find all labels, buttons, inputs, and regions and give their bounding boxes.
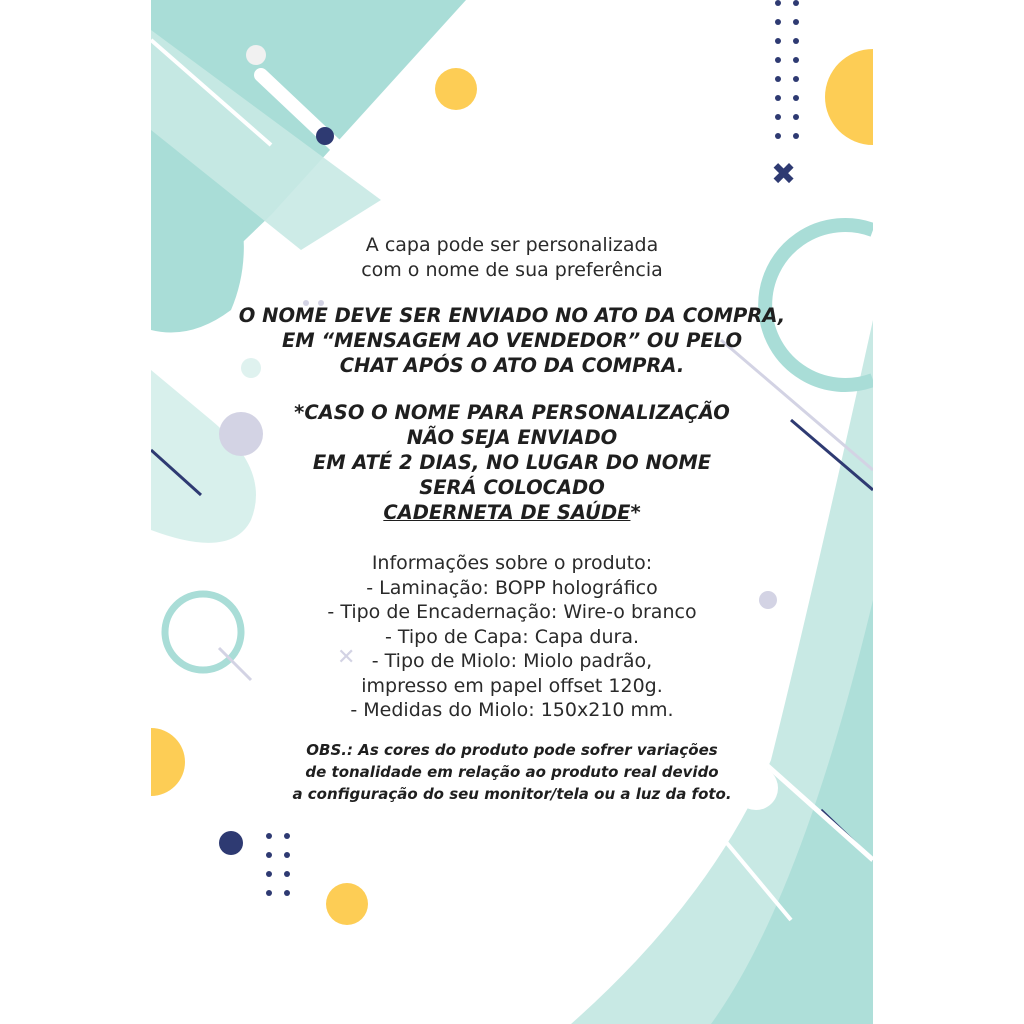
product-info-item: - Medidas do Miolo: 150x210 mm. [350, 699, 674, 721]
intro-block [151, 233, 873, 283]
warning-block [151, 303, 873, 378]
navy-dot-grid-bottom-left [266, 833, 290, 896]
product-info-item: impresso em papel offset 120g. [361, 674, 663, 697]
notice-line-3: EM ATÉ 2 DIAS, NO LUGAR DO NOME [312, 451, 712, 474]
text-content [151, 233, 873, 805]
warning-line-1: O NOME DEVE SER ENVIADO NO ATO DA COMPRA, [238, 304, 786, 327]
obs-line-1: OBS.: As cores do produto pode sofrer variações [306, 740, 718, 759]
notice-line-2: NÃO SEJA ENVIADO [406, 426, 618, 449]
obs-line-2: de tonalidade em relação ao produto real devido [305, 762, 719, 781]
product-info-card [151, 0, 873, 1024]
warning-line-3: CHAT APÓS O ATO DA COMPRA. [339, 354, 685, 377]
product-info-item: - Tipo de Encadernação: Wire-o branco [327, 601, 697, 623]
navy-dot-grid-top-right [775, 0, 799, 139]
intro-line-1: A capa pode ser personalizada [365, 234, 659, 256]
product-info-heading: Informações sobre o produto: [371, 552, 653, 574]
yellow-half-circle-top-right [825, 49, 873, 145]
product-info-item: - Laminação: BOPP holográfico [366, 576, 658, 599]
navy-dot-top [316, 127, 334, 145]
yellow-circle-bottom [326, 883, 368, 925]
warning-line-2: EM “MENSAGEM AO VENDEDOR” OU PELO [281, 329, 743, 352]
lavender-cross: ✕ [337, 645, 356, 670]
intro-line-2: com o nome de sua preferência [361, 259, 663, 281]
navy-dot-bottom [219, 831, 243, 855]
product-info-item: - Tipo de Miolo: Miolo padrão, [371, 650, 653, 672]
notice-line-5 [151, 500, 873, 525]
navy-cross-top-right: ✖ [771, 157, 797, 192]
obs-line-3: a configuração do seu monitor/tela ou a luz da foto. [292, 784, 732, 803]
product-info-item: - Tipo de Capa: Capa dura. [384, 625, 639, 648]
white-dot-top [246, 45, 266, 65]
notice-line-1: *CASO O NOME PARA PERSONALIZAÇÃO [294, 401, 730, 424]
product-info-block [151, 551, 873, 723]
notice-line-4: SERÁ COLOCADO [419, 476, 605, 499]
obs-block [151, 739, 873, 805]
notice-asterisk: * [630, 501, 641, 524]
notice-block [151, 400, 873, 525]
default-name-text: CADERNETA DE SAÚDE [383, 501, 631, 524]
yellow-circle-top [435, 68, 477, 110]
